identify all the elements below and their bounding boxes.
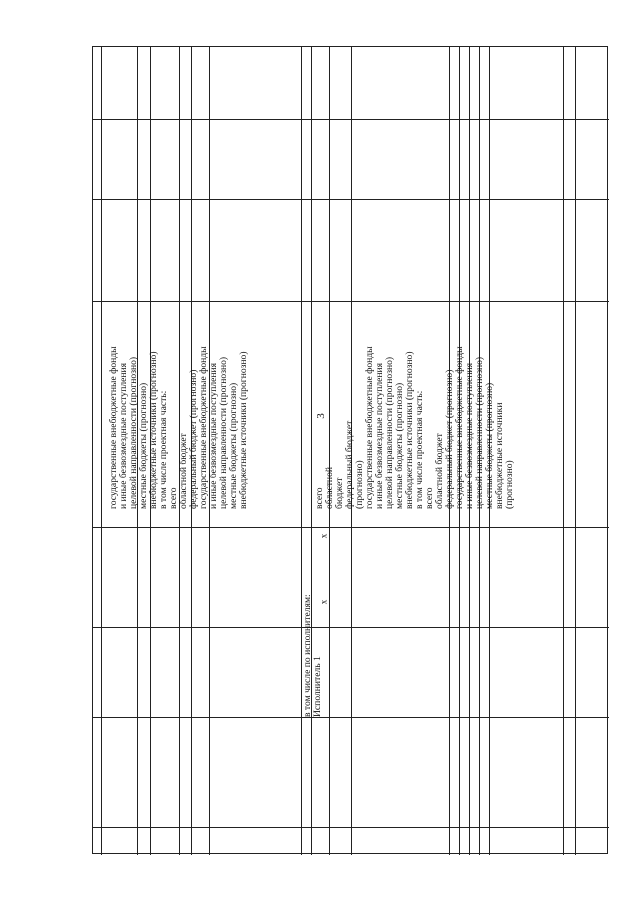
row-text: (прогнозно) [504,460,515,509]
table-vline [301,47,302,855]
row-text: всего [168,487,179,509]
funding-sources-block-2 [315,209,515,509]
table-hline [93,717,609,718]
row-text: целевой направленности (прогнозно) [474,356,485,509]
row-text: областной [324,466,335,509]
row-text: в том числе проектная часть: [414,390,425,509]
row-text: внебюджетные источники (прогнозно) [148,351,159,509]
row-text: местные бюджеты (прогнозно) [228,382,239,509]
row-text: бюджет [334,477,345,509]
row-text: государственные внебюджетные фонды [454,346,465,509]
executors-header: в том числе по исполнителям: [302,594,313,717]
row-text: местные бюджеты (прогнозно) [484,382,495,509]
row-text: внебюджетные источники [494,402,505,509]
row-text: областной бюджет [434,433,445,509]
page-number: 3 [314,413,327,419]
table-hline [93,527,609,528]
row-text: федеральный бюджет (прогнозно) [188,369,199,509]
x-mark-1: x [318,599,329,605]
row-text: (прогнозно) [354,460,365,509]
table-hline [93,627,609,628]
table-hline [93,199,609,200]
row-text: целевой направленности (прогнозно) [384,356,395,509]
row-text: и иные безвозмездные поступления [118,362,129,509]
row-text: целевой направленности (прогнозно) [218,356,229,509]
table-vline [311,47,312,855]
x-mark-2: x [318,533,329,539]
row-text: внебюджетные источники (прогнозно) [238,351,249,509]
table-hline [93,119,609,120]
row-text: целевой направленности (прогнозно) [128,356,139,509]
row-text: федеральный бюджет [344,420,355,509]
row-text: государственные внебюджетные фонды [198,346,209,509]
row-text: всего [424,487,435,509]
row-text: государственные внебюджетные фонды [364,346,375,509]
row-text: в том числе проектная часть: [158,390,169,509]
table-vline [101,47,102,855]
row-text: федеральный бюджет (прогнозно) [444,369,455,509]
row-text: всего [314,487,325,509]
row-text: внебюджетные источники (прогнозно) [404,351,415,509]
funding-sources-block-1 [109,299,249,509]
row-text: местные бюджеты (прогнозно) [138,382,149,509]
row-text: и иные безвозмездные поступления [374,362,385,509]
row-text: областной бюджет [178,433,189,509]
table-vline [575,47,576,855]
executor-1-label: Исполнитель 1 [312,656,323,717]
row-text: и иные безвозмездные поступления [208,362,219,509]
table-hline [93,827,609,828]
row-text: государственные внебюджетные фонды [108,346,119,509]
row-text: местные бюджеты (прогнозно) [394,382,405,509]
budget-table [92,46,608,854]
row-text: и иные безвозмездные поступления [464,362,475,509]
table-vline [563,47,564,855]
